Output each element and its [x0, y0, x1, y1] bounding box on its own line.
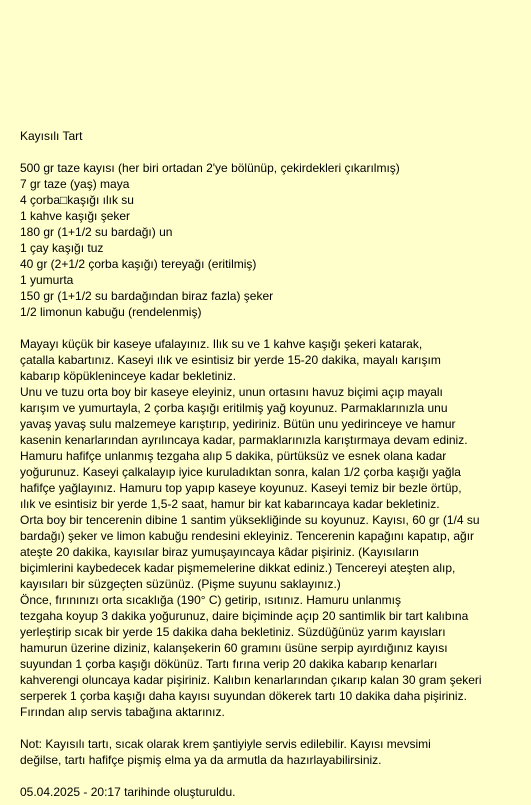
ingredient-list [20, 160, 521, 320]
instruction-line: serperek 1 çorba kaşığı daha kayısı suyundan dökerek tartı 10 dakika daha pişiriniz. [20, 689, 467, 703]
ingredient-item: 40 gr (2+1/2 çorba kaşığı) tereyağı (eritilmiş) [20, 257, 257, 271]
instruction-line: bardağı) şeker ve limon kabuğu rendesini ekleyiniz. Tencerenin kapağını kapatıp, ağır [20, 529, 475, 543]
instruction-line: Unu ve tuzu orta boy bir kaseye eleyiniz, unun ortasını havuz biçimi açıp mayalı [20, 385, 443, 399]
instruction-line: çatalla kabartınız. Kaseyi ılık ve esintisiz bir yerde 15-20 dakika, mayalı karışım [20, 353, 441, 367]
instruction-line: kasenin kenarlarından ayrılıncaya kadar, parmaklarınızla karıştırmaya devam ediniz. [20, 433, 468, 447]
instruction-line: Mayayı küçük bir kaseye ufalayınız. Ilık su ve 1 kahve kaşığı şekeri katarak, [20, 337, 423, 351]
ingredient-item: 150 gr (1+1/2 su bardağından biraz fazla) şeker [20, 289, 274, 303]
recipe-title: Kayısılı Tart [20, 129, 83, 143]
instruction-line: hafifçe yağlayınız. Hamuru top yapıp kaseye koyunuz. Kaseyi temiz bir bezle örtüp, [20, 481, 462, 495]
instruction-line: yerleştirip sıcak bir yerde 15 dakika daha bekletiniz. Süzdüğünüz yarım kayısları [20, 625, 446, 639]
ingredient-item: 1 yumurta [20, 273, 74, 287]
created-timestamp: 05.04.2025 - 20:17 tarihinde oluşturuldu. [20, 785, 236, 799]
instruction-line: kahverengi oluncaya kadar pişiriniz. Kalıbın kenarlarından çıkarıp kalan 30 gram şekeri [20, 673, 482, 687]
instruction-line: yavaş yavaş sulu malzemeye karıştırıp, yediriniz. Bütün unu yedirinceye ve hamur [20, 417, 456, 431]
instruction-line: kabarıp köpükleninceye kadar bekletiniz. [20, 369, 237, 383]
recipe-note [20, 736, 521, 768]
note-line: değilse, tartı hafifçe pişmiş elma ya da armutla da hazırlayabilirsiniz. [20, 753, 382, 767]
instruction-line: hamurun üzerine diziniz, kalanşekerin 60 gramını üsüne serpip ayırdığınız kayısı [20, 641, 448, 655]
spacer [20, 144, 521, 160]
ingredient-item: 1/2 limonun kabuğu (rendelenmiş) [20, 305, 202, 319]
instruction-line: ateşte 20 dakika, kayısılar biraz yumuşayıncaya kâdar pişiriniz. (Kayısıların [20, 545, 419, 559]
instruction-line: Fırından alıp servis tabağına aktarınız. [20, 705, 225, 719]
instruction-line: tezgaha koyup 3 dakika yoğurunuz, daire biçiminde açıp 20 santimlik bir tart kalıbına [20, 609, 469, 623]
ingredient-item: 7 gr taze (yaş) maya [20, 177, 130, 191]
instructions [20, 336, 521, 720]
instruction-line: Orta boy bir tencerenin dibine 1 santim yüksekliğinde su koyunuz. Kayısı, 60 gr (1/4 su [20, 513, 480, 527]
note-line: Not: Kayısılı tartı, sıcak olarak krem şantiyiyle servis edilebilir. Kayısı mevsimi [20, 737, 431, 751]
ingredient-item: 1 kahve kaşığı şeker [20, 209, 131, 223]
ingredient-item: 4 çorba□kaşığı ılık su [20, 193, 134, 207]
instruction-line: biçimlerini kaybedecek kadar pişmemelerine dikkat ediniz.) Tencereyi ateşten alıp, [20, 561, 456, 575]
spacer [20, 320, 521, 336]
spacer [20, 720, 521, 736]
instruction-line: ılık ve esintisiz bir yerde 1,5-2 saat, hamur bir kat kabarıncaya kadar bekletiniz. [20, 497, 440, 511]
ingredient-item: 500 gr taze kayısı (her biri ortadan 2'ye bölünüp, çekirdekleri çıkarılmış) [20, 161, 400, 175]
ingredient-item: 180 gr (1+1/2 su bardağı) un [20, 225, 173, 239]
ingredient-item: 1 çay kaşığı tuz [20, 241, 104, 255]
instruction-line: suyundan 1 çorba kaşığı dökünüz. Tartı fırına verip 20 dakika kabarıp kenarları [20, 657, 438, 671]
instruction-line: karışım ve yumurtayla, 2 çorba kaşığı eritilmiş yağ koyunuz. Parmaklarınızla unu [20, 401, 448, 415]
instruction-line: yoğurunuz. Kaseyi çalkalayıp iyice kuruladıktan sonra, kalan 1/2 çorba kaşığı yağla [20, 465, 461, 479]
instruction-line: kayısıları bir süzgeçten süzünüz. (Pişme suyunu saklayınız.) [20, 577, 341, 591]
instruction-line: Önce, fırınınızı orta sıcaklığa (190° C) getirip, ısıtınız. Hamuru unlanmış [20, 593, 401, 607]
instruction-line: Hamuru hafifçe unlanmış tezgaha alıp 5 dakika, pürtüksüz ve esnek olana kadar [20, 449, 447, 463]
spacer [20, 768, 521, 784]
